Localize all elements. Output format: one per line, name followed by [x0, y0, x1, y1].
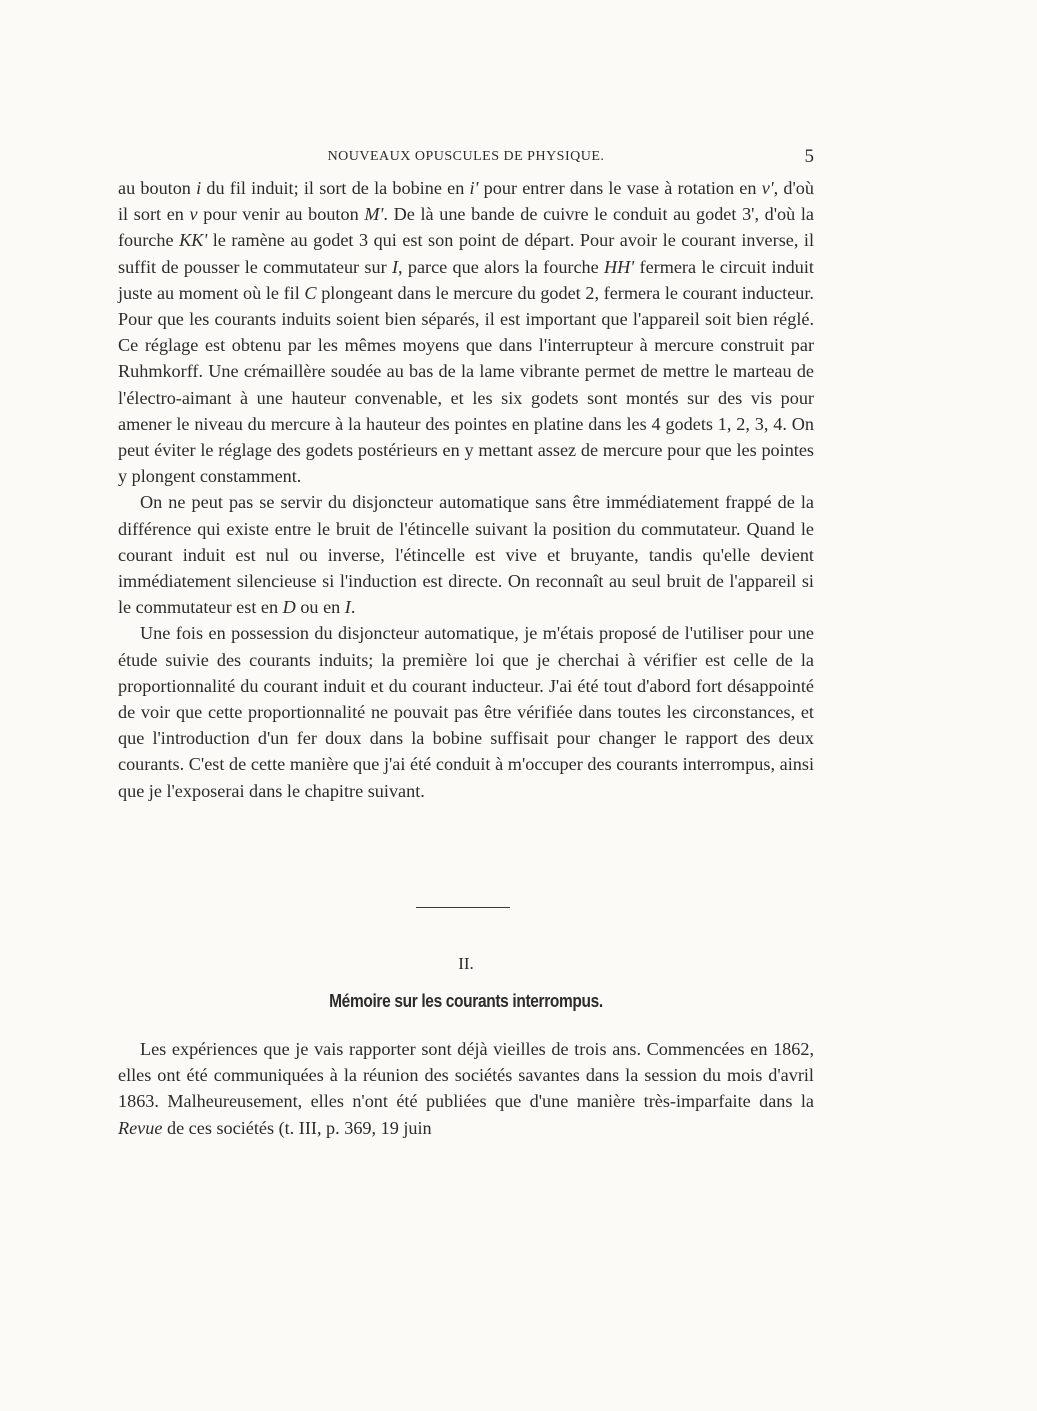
- italic-symbol: v': [761, 178, 774, 198]
- italic-symbol: i': [469, 178, 479, 198]
- section-paragraph-1: [118, 1036, 814, 1141]
- text-run: On ne peut pas se servir du disjoncteur automatique sans être immédiatement frappé de la différence qui existe entre le bruit de l'étincelle suivant la position du commutateur. Quand le courant induit est nul ou inverse, l'étincelle est vive et bruyante, tandis qu'elle devient immédiatement silencieuse si l'induction est directe. On reconnaît au seul bruit de l'appareil si le commutateur est en: [118, 492, 814, 618]
- running-header: [118, 147, 814, 167]
- italic-symbol: D: [282, 597, 296, 618]
- italic-symbol: I: [344, 597, 351, 618]
- italic-symbol: v: [189, 204, 198, 225]
- text-run: le ramène au godet 3 qui est son point de départ. Pour avoir le courant inverse, il suffit de pousser le commutateur sur: [118, 230, 815, 277]
- text-run: de ces sociétés (t. III, p. 369, 19 juin: [162, 1117, 432, 1138]
- text-run: . De là une bande de cuivre le conduit au godet 3', d'où la fourche: [118, 204, 814, 251]
- text-run: plongeant dans le mercure du godet 2, fermera le courant inducteur. Pour que les courants induits soient bien séparés, il est important que l'appareil soit bien réglé. Ce réglage est obtenu par les mêmes moyens que dans l'interrupteur à mercure construit par Ruhmkorff. Une crémaillère soudée au bas de la lame vibrante permet de mettre le marteau de l'électro-aimant à une hauteur convenable, et les six godets sont montés sur des vis pour amener le niveau du mercure à la hauteur des pointes en platine dans les 4 godets 1, 2, 3, 4. On peut éviter le réglage des godets postérieurs en y mettant assez de mercure pour que les pointes y plongent constamment.: [118, 282, 814, 487]
- italic-symbol: M': [364, 204, 384, 225]
- italic-symbol: C: [304, 282, 317, 303]
- text-run: pour entrer dans le vase à rotation en: [478, 178, 762, 198]
- section-separator-rule: [416, 907, 510, 908]
- text-run: ou en: [295, 597, 345, 618]
- text-run: fermera le circuit induit juste au moment où le fil: [118, 256, 814, 303]
- text-run: .: [350, 597, 356, 618]
- italic-symbol: I: [391, 256, 398, 277]
- paragraph-3: Une fois en possession du disjoncteur automatique, je m'étais proposé de l'utiliser pour une étude suivie des courants induits; la première loi que je cherchai à vérifier est celle de la proportionnalité du courant induit et du courant inducteur. J'ai été tout d'abord fort désappointé de voir que cette proportionnalité ne pouvait pas être vérifiée dans toutes les circonstances, et que l'introduction d'un fer doux dans la bobine suffisait pour changer le rapport des deux courants. C'est de cette manière que j'ai été conduit à m'occuper des courants interrompus, ainsi que je l'exposerai dans le chapitre suivant.: [118, 623, 814, 801]
- italic-symbol: KK': [179, 230, 208, 251]
- text-run: , parce que alors la fourche: [398, 256, 605, 277]
- italic-title: Revue: [118, 1117, 163, 1138]
- text-run: Les expériences que je vais rapporter sont déjà vieilles de trois ans. Commencées en 1862, elles ont été communiquées à la réunion des sociétés savantes dans la session du mois d'avril 1863. Malheureusement, elles n'ont été publiées que d'une manière très-imparfaite dans la: [118, 1039, 814, 1112]
- text-run: , d'où il sort en: [118, 178, 814, 225]
- text-run: pour venir au bouton: [197, 204, 365, 225]
- running-title: NOUVEAUX OPUSCULES DE PHYSIQUE.: [327, 149, 605, 164]
- section-number: II.: [458, 954, 474, 973]
- paragraph-1: [118, 175, 814, 489]
- section-body-text: [118, 1036, 814, 1141]
- section-title: Mémoire sur les courants interrompus.: [329, 991, 603, 1011]
- text-run: au bouton: [118, 178, 197, 198]
- italic-symbol: HH': [604, 256, 635, 277]
- page-number: 5: [804, 146, 814, 167]
- paragraph-2: [118, 489, 814, 620]
- italic-symbol: i: [196, 178, 202, 198]
- text-run: du fil induit; il sort de la bobine en: [201, 178, 470, 198]
- body-text: [118, 175, 814, 804]
